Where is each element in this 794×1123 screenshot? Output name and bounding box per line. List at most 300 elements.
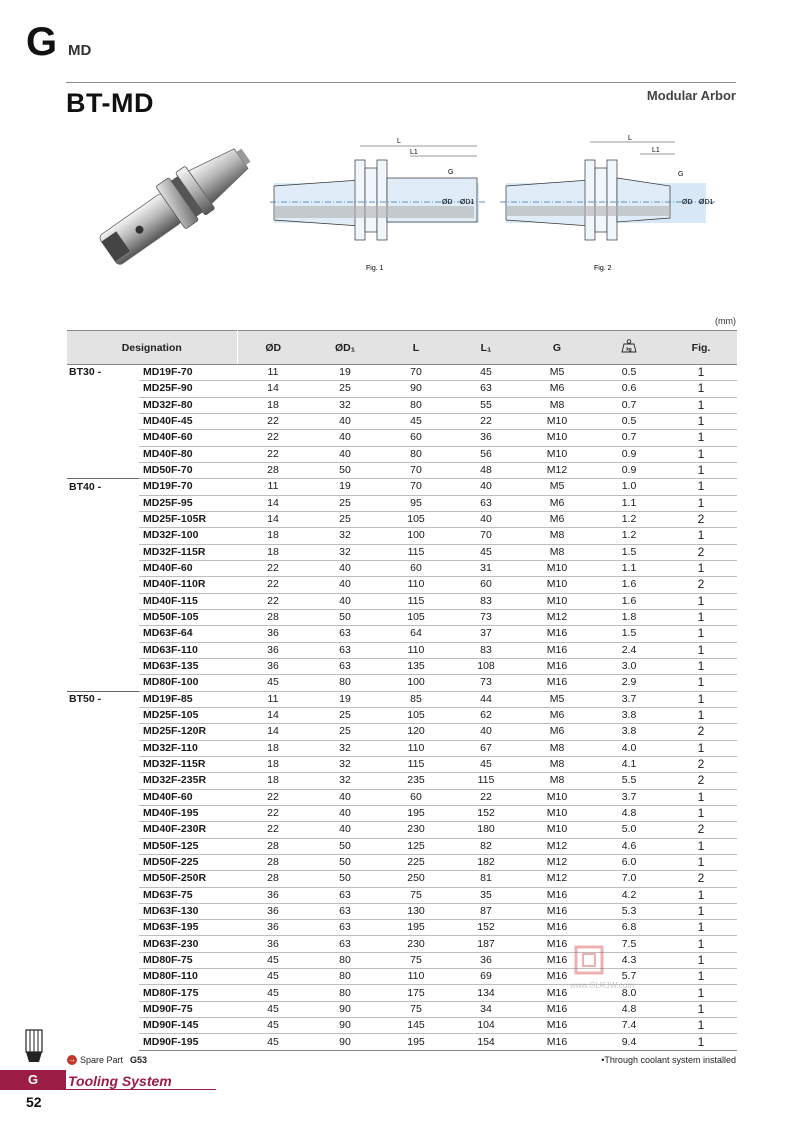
- group-spacer: [67, 675, 139, 691]
- cell-l1: 40: [451, 479, 521, 495]
- cell-d: 18: [237, 773, 309, 789]
- cell-l: 110: [381, 969, 451, 985]
- cell-d: 36: [237, 920, 309, 936]
- table-row: [67, 495, 737, 511]
- cell-g: M16: [521, 920, 593, 936]
- cell-d1: 50: [309, 838, 381, 854]
- group-spacer: [67, 805, 139, 821]
- cell-l1: 69: [451, 969, 521, 985]
- cell-weight: 7.5: [593, 936, 665, 952]
- cell-fig: 1: [665, 854, 737, 870]
- cell-l1: 45: [451, 544, 521, 560]
- cell-d: 45: [237, 969, 309, 985]
- cell-designation: MD25F-105: [139, 707, 237, 723]
- cell-weight: 1.5: [593, 626, 665, 642]
- table-row: [67, 756, 737, 772]
- table-row: [67, 903, 737, 919]
- cell-d1: 50: [309, 462, 381, 478]
- cell-g: M8: [521, 528, 593, 544]
- cell-d: 28: [237, 838, 309, 854]
- cell-designation: MD63F-130: [139, 903, 237, 919]
- cell-d1: 90: [309, 1001, 381, 1017]
- cell-l: 230: [381, 822, 451, 838]
- group-spacer: [67, 936, 139, 952]
- cell-l1: 73: [451, 675, 521, 691]
- cell-fig: 1: [665, 1018, 737, 1034]
- group-spacer: [67, 887, 139, 903]
- cell-d: 18: [237, 740, 309, 756]
- cell-designation: MD80F-175: [139, 985, 237, 1001]
- cell-d1: 80: [309, 675, 381, 691]
- table-row: [67, 985, 737, 1001]
- table-row: [67, 691, 737, 707]
- cell-d1: 90: [309, 1034, 381, 1050]
- group-spacer: [67, 707, 139, 723]
- col-header-g: G: [521, 331, 593, 365]
- cell-d1: 40: [309, 822, 381, 838]
- cell-l1: 83: [451, 642, 521, 658]
- cell-l1: 36: [451, 430, 521, 446]
- cell-d: 22: [237, 446, 309, 462]
- cell-weight: 4.0: [593, 740, 665, 756]
- fig1-dim-D1: ØD1: [460, 199, 475, 206]
- cell-l1: 180: [451, 822, 521, 838]
- cell-l: 105: [381, 511, 451, 527]
- cell-l: 225: [381, 854, 451, 870]
- table-row: [67, 920, 737, 936]
- cell-d: 22: [237, 789, 309, 805]
- cell-g: M8: [521, 544, 593, 560]
- cell-d1: 80: [309, 985, 381, 1001]
- cell-l1: 63: [451, 381, 521, 397]
- cell-d1: 50: [309, 871, 381, 887]
- cell-l: 120: [381, 724, 451, 740]
- group-spacer: [67, 1001, 139, 1017]
- cell-designation: MD40F-110R: [139, 577, 237, 593]
- table-row: [67, 658, 737, 674]
- cell-l1: 55: [451, 397, 521, 413]
- cell-l1: 67: [451, 740, 521, 756]
- cell-l1: 154: [451, 1034, 521, 1050]
- cell-g: M10: [521, 446, 593, 462]
- table-row: [67, 593, 737, 609]
- cell-l: 85: [381, 691, 451, 707]
- fig1-dim-G: G: [448, 169, 454, 176]
- cell-d1: 32: [309, 528, 381, 544]
- cell-fig: 1: [665, 642, 737, 658]
- cell-l1: 60: [451, 577, 521, 593]
- cell-d: 18: [237, 528, 309, 544]
- cell-d1: 40: [309, 789, 381, 805]
- cell-g: M6: [521, 495, 593, 511]
- cell-l1: 73: [451, 609, 521, 625]
- cell-d1: 63: [309, 626, 381, 642]
- cell-l1: 45: [451, 365, 521, 381]
- cell-d1: 50: [309, 609, 381, 625]
- cell-designation: MD40F-45: [139, 413, 237, 429]
- cell-weight: 1.6: [593, 593, 665, 609]
- cell-fig: 1: [665, 740, 737, 756]
- cell-g: M16: [521, 952, 593, 968]
- cell-g: M6: [521, 707, 593, 723]
- cell-fig: 1: [665, 462, 737, 478]
- cell-designation: MD40F-60: [139, 430, 237, 446]
- cell-d1: 63: [309, 920, 381, 936]
- cell-g: M8: [521, 740, 593, 756]
- cell-weight: 7.4: [593, 1018, 665, 1034]
- cell-d: 36: [237, 936, 309, 952]
- cell-l: 80: [381, 397, 451, 413]
- cell-weight: 4.8: [593, 805, 665, 821]
- cell-l: 235: [381, 773, 451, 789]
- cell-l1: 40: [451, 511, 521, 527]
- group-spacer: [67, 1034, 139, 1050]
- group-spacer: [67, 397, 139, 413]
- fig2-dim-D: ØD: [682, 199, 693, 206]
- cell-designation: MD32F-235R: [139, 773, 237, 789]
- cell-l: 175: [381, 985, 451, 1001]
- cell-g: M16: [521, 642, 593, 658]
- cell-l1: 134: [451, 985, 521, 1001]
- group-spacer: [67, 544, 139, 560]
- cell-d: 11: [237, 479, 309, 495]
- table-row: [67, 397, 737, 413]
- cell-d1: 50: [309, 854, 381, 870]
- page-title: BT-MD: [66, 88, 154, 118]
- fig1-dim-L1: L1: [410, 149, 418, 156]
- group-spacer: [67, 789, 139, 805]
- cell-l: 125: [381, 838, 451, 854]
- cell-weight: 3.8: [593, 724, 665, 740]
- cell-fig: 1: [665, 446, 737, 462]
- cell-d1: 90: [309, 1018, 381, 1034]
- cell-weight: 6.8: [593, 920, 665, 936]
- col-header-d: ØD: [237, 331, 309, 365]
- group-label: BT30 -: [67, 365, 139, 381]
- cell-g: M16: [521, 1034, 593, 1050]
- table-row: [67, 365, 737, 381]
- col-header-weight: [593, 331, 665, 365]
- cell-l: 145: [381, 1018, 451, 1034]
- cell-g: M5: [521, 365, 593, 381]
- cell-weight: 4.1: [593, 756, 665, 772]
- group-spacer: [67, 903, 139, 919]
- product-photo: [72, 128, 262, 288]
- figure-2-caption: Fig. 2: [594, 265, 612, 272]
- cell-d1: 32: [309, 397, 381, 413]
- cell-l1: 152: [451, 920, 521, 936]
- cell-l1: 62: [451, 707, 521, 723]
- cell-designation: MD25F-105R: [139, 511, 237, 527]
- cell-d: 28: [237, 609, 309, 625]
- cell-designation: MD90F-75: [139, 1001, 237, 1017]
- cell-l: 110: [381, 642, 451, 658]
- col-header-designation: Designation: [67, 331, 237, 365]
- cell-d: 14: [237, 495, 309, 511]
- cell-weight: 4.6: [593, 838, 665, 854]
- group-spacer: [67, 658, 139, 674]
- cell-l: 64: [381, 626, 451, 642]
- cell-l1: 81: [451, 871, 521, 887]
- cell-fig: 2: [665, 511, 737, 527]
- cell-weight: 1.2: [593, 528, 665, 544]
- cell-d: 45: [237, 1018, 309, 1034]
- coolant-note: •Through coolant system installed: [601, 1055, 736, 1065]
- cell-l1: 187: [451, 936, 521, 952]
- cell-d1: 32: [309, 773, 381, 789]
- table-row: [67, 381, 737, 397]
- cell-d1: 40: [309, 446, 381, 462]
- cell-designation: MD19F-70: [139, 365, 237, 381]
- cell-d1: 40: [309, 413, 381, 429]
- cell-fig: 2: [665, 871, 737, 887]
- cell-fig: 1: [665, 936, 737, 952]
- cell-fig: 1: [665, 903, 737, 919]
- cell-fig: 2: [665, 577, 737, 593]
- cell-d: 14: [237, 511, 309, 527]
- cell-designation: MD80F-110: [139, 969, 237, 985]
- cell-fig: 1: [665, 691, 737, 707]
- cell-l: 115: [381, 544, 451, 560]
- cell-designation: MD40F-230R: [139, 822, 237, 838]
- group-spacer: [67, 560, 139, 576]
- cell-d: 22: [237, 413, 309, 429]
- cell-fig: 1: [665, 658, 737, 674]
- group-spacer: [67, 822, 139, 838]
- table-row: [67, 446, 737, 462]
- cell-weight: 5.5: [593, 773, 665, 789]
- cell-fig: 1: [665, 838, 737, 854]
- cell-l1: 83: [451, 593, 521, 609]
- table-row: [67, 936, 737, 952]
- col-header-d1: ØD₁: [309, 331, 381, 365]
- cell-weight: 8.0: [593, 985, 665, 1001]
- cell-d1: 40: [309, 430, 381, 446]
- cell-d: 22: [237, 430, 309, 446]
- cell-fig: 1: [665, 593, 737, 609]
- table-row: [67, 724, 737, 740]
- cell-designation: MD50F-125: [139, 838, 237, 854]
- cell-weight: 1.1: [593, 560, 665, 576]
- cell-designation: MD50F-70: [139, 462, 237, 478]
- cell-designation: MD80F-75: [139, 952, 237, 968]
- cell-g: M8: [521, 397, 593, 413]
- cell-d: 36: [237, 658, 309, 674]
- cell-weight: 5.7: [593, 969, 665, 985]
- cell-d1: 19: [309, 365, 381, 381]
- group-spacer: [67, 871, 139, 887]
- cell-l1: 44: [451, 691, 521, 707]
- cell-l: 60: [381, 560, 451, 576]
- spare-part-label: Spare Part: [80, 1055, 124, 1065]
- cell-g: M16: [521, 985, 593, 1001]
- section-tab-bar: [66, 1089, 216, 1090]
- cell-d1: 25: [309, 724, 381, 740]
- cell-g: M12: [521, 609, 593, 625]
- cell-g: M16: [521, 658, 593, 674]
- cell-weight: 5.0: [593, 822, 665, 838]
- cell-g: M12: [521, 871, 593, 887]
- cell-d: 22: [237, 805, 309, 821]
- cell-l: 115: [381, 756, 451, 772]
- cell-fig: 2: [665, 773, 737, 789]
- cell-fig: 1: [665, 528, 737, 544]
- cell-designation: MD25F-90: [139, 381, 237, 397]
- cell-weight: 1.2: [593, 511, 665, 527]
- cell-d: 11: [237, 691, 309, 707]
- table-row: [67, 479, 737, 495]
- cell-g: M10: [521, 789, 593, 805]
- cell-weight: 5.3: [593, 903, 665, 919]
- figure-1-drawing: [270, 128, 490, 278]
- cell-d: 18: [237, 756, 309, 772]
- group-spacer: [67, 724, 139, 740]
- cell-d: 45: [237, 985, 309, 1001]
- cell-weight: 2.9: [593, 675, 665, 691]
- spec-table: [67, 330, 737, 1051]
- cell-l1: 37: [451, 626, 521, 642]
- cell-fig: 1: [665, 609, 737, 625]
- collet-icon: [22, 1028, 46, 1064]
- cell-g: M10: [521, 430, 593, 446]
- page-subtitle: Modular Arbor: [646, 88, 736, 103]
- unit-label: (mm): [715, 316, 736, 326]
- cell-d1: 40: [309, 593, 381, 609]
- cell-fig: 2: [665, 724, 737, 740]
- cell-l: 80: [381, 446, 451, 462]
- cell-g: M16: [521, 1018, 593, 1034]
- cell-g: M16: [521, 936, 593, 952]
- figure-1-caption: Fig. 1: [366, 265, 384, 272]
- cell-l: 100: [381, 528, 451, 544]
- cell-d: 45: [237, 1034, 309, 1050]
- cell-designation: MD25F-120R: [139, 724, 237, 740]
- table-row: [67, 854, 737, 870]
- cell-fig: 1: [665, 479, 737, 495]
- cell-l: 105: [381, 707, 451, 723]
- cell-g: M5: [521, 479, 593, 495]
- group-spacer: [67, 381, 139, 397]
- cell-fig: 1: [665, 495, 737, 511]
- cell-fig: 1: [665, 952, 737, 968]
- cell-designation: MD32F-115R: [139, 756, 237, 772]
- table-row: [67, 773, 737, 789]
- cell-d1: 80: [309, 952, 381, 968]
- cell-designation: MD19F-85: [139, 691, 237, 707]
- fig1-dim-D: ØD: [442, 199, 453, 206]
- cell-g: M10: [521, 413, 593, 429]
- cell-l1: 70: [451, 528, 521, 544]
- cell-l: 195: [381, 1034, 451, 1050]
- cell-d1: 63: [309, 642, 381, 658]
- group-spacer: [67, 511, 139, 527]
- cell-l: 110: [381, 577, 451, 593]
- cell-d: 14: [237, 707, 309, 723]
- cell-g: M10: [521, 577, 593, 593]
- cell-designation: MD90F-195: [139, 1034, 237, 1050]
- cell-d: 14: [237, 381, 309, 397]
- spare-part-note: [67, 1055, 147, 1065]
- cell-d: 14: [237, 724, 309, 740]
- cell-l: 250: [381, 871, 451, 887]
- cell-l1: 152: [451, 805, 521, 821]
- cell-designation: MD40F-60: [139, 560, 237, 576]
- cell-designation: MD63F-64: [139, 626, 237, 642]
- cell-weight: 0.9: [593, 462, 665, 478]
- table-row: [67, 887, 737, 903]
- cell-d: 22: [237, 560, 309, 576]
- cell-d1: 80: [309, 969, 381, 985]
- cell-fig: 1: [665, 707, 737, 723]
- group-spacer: [67, 756, 139, 772]
- table-row: [67, 952, 737, 968]
- cell-designation: MD63F-195: [139, 920, 237, 936]
- cell-fig: 1: [665, 920, 737, 936]
- page-number: 52: [26, 1094, 42, 1110]
- cell-fig: 2: [665, 544, 737, 560]
- fig1-dim-L: L: [397, 138, 401, 145]
- cell-designation: MD19F-70: [139, 479, 237, 495]
- cell-l: 110: [381, 740, 451, 756]
- cell-weight: 3.7: [593, 691, 665, 707]
- system-title: Tooling System: [68, 1073, 172, 1089]
- cell-weight: 2.4: [593, 642, 665, 658]
- table-row: [67, 1001, 737, 1017]
- cell-l: 75: [381, 952, 451, 968]
- spare-part-ref[interactable]: G53: [130, 1055, 148, 1065]
- cell-d1: 25: [309, 495, 381, 511]
- group-spacer: [67, 430, 139, 446]
- group-spacer: [67, 577, 139, 593]
- cell-d1: 40: [309, 577, 381, 593]
- cell-g: M16: [521, 1001, 593, 1017]
- group-label: BT40 -: [67, 479, 139, 495]
- cell-d1: 25: [309, 511, 381, 527]
- cell-g: M12: [521, 854, 593, 870]
- group-spacer: [67, 593, 139, 609]
- cell-d: 22: [237, 593, 309, 609]
- cell-fig: 1: [665, 560, 737, 576]
- cell-l: 105: [381, 609, 451, 625]
- table-row: [67, 1018, 737, 1034]
- cell-g: M8: [521, 773, 593, 789]
- cell-g: M10: [521, 805, 593, 821]
- cell-weight: 4.2: [593, 887, 665, 903]
- cell-d: 28: [237, 462, 309, 478]
- cell-d: 45: [237, 952, 309, 968]
- cell-weight: 9.4: [593, 1034, 665, 1050]
- cell-g: M12: [521, 838, 593, 854]
- cell-designation: MD50F-225: [139, 854, 237, 870]
- cell-fig: 2: [665, 756, 737, 772]
- table-row: [67, 707, 737, 723]
- cell-designation: MD63F-110: [139, 642, 237, 658]
- cell-g: M6: [521, 511, 593, 527]
- cell-designation: MD90F-145: [139, 1018, 237, 1034]
- cell-l: 195: [381, 920, 451, 936]
- cell-designation: MD32F-115R: [139, 544, 237, 560]
- cell-l: 60: [381, 789, 451, 805]
- table-row: [67, 430, 737, 446]
- cell-l: 70: [381, 365, 451, 381]
- cell-fig: 1: [665, 969, 737, 985]
- cell-designation: MD40F-115: [139, 593, 237, 609]
- group-spacer: [67, 740, 139, 756]
- cell-g: M12: [521, 462, 593, 478]
- figure-2-drawing: [500, 128, 720, 278]
- group-spacer: [67, 838, 139, 854]
- cell-l: 70: [381, 479, 451, 495]
